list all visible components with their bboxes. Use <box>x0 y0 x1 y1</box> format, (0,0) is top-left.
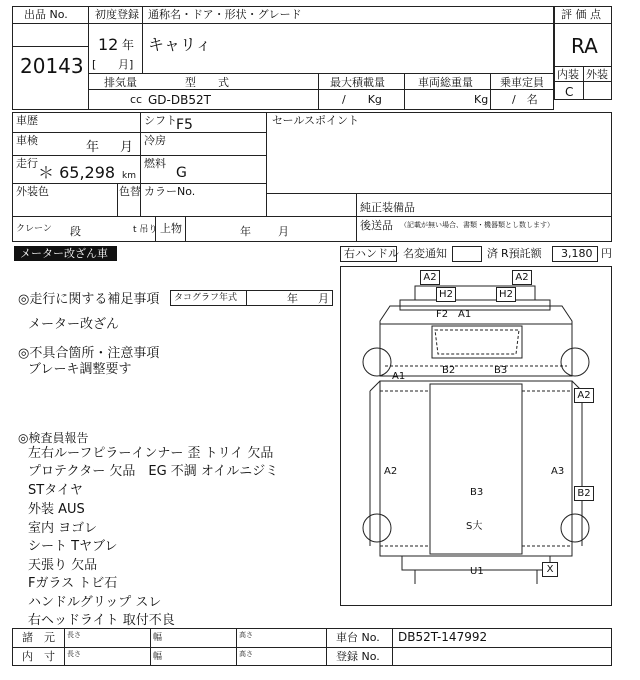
length-label: 長さ <box>67 650 81 658</box>
inspection-year: 年 <box>86 140 100 155</box>
mileage-label: 走行 <box>16 157 38 170</box>
damage-mark: A2 <box>420 270 440 285</box>
tachograph-label: タコグラフ年式 <box>174 293 238 303</box>
damage-mark: A3 <box>551 466 565 477</box>
overall-score: RA <box>571 34 598 58</box>
width-label: 幅 <box>153 652 163 662</box>
damage-mark: A1 <box>392 371 406 382</box>
width-label: 幅 <box>153 633 163 643</box>
height-label: 高さ <box>239 631 253 639</box>
gross-weight-label: 車両総重量 <box>418 76 473 89</box>
damage-mark: A1 <box>458 309 472 320</box>
displacement-unit: cc <box>130 93 143 106</box>
inspector-line: 左右ルーフピラーインナー 歪 トリイ 欠品 <box>28 446 274 461</box>
max-load-unit: / Kg <box>342 93 382 106</box>
damage-mark: B2 <box>574 486 594 501</box>
driving-note: メーター改ざん <box>28 317 120 332</box>
truck-diagram <box>340 266 612 606</box>
damage-mark: A2 <box>384 466 398 477</box>
fuel-label: 燃料 <box>144 157 166 170</box>
registration-month-open: [ <box>92 58 97 71</box>
registration-label: 初度登録 <box>95 8 139 21</box>
driving-title: ◎走行に関する補足事項 <box>18 292 160 307</box>
score-label: 評 価 点 <box>561 8 601 21</box>
crane-ton: t 吊り <box>133 225 158 235</box>
inspector-line: 外装 AUS <box>28 502 85 517</box>
sales-point-label: セールスポイント <box>272 114 360 127</box>
retrofit-note: （記載が無い場合、書類・機器類とし数します） <box>400 221 554 229</box>
history-label: 車歴 <box>16 114 38 127</box>
lot-label: 出品 No. <box>24 8 68 21</box>
tachograph-year: 年 <box>287 292 298 305</box>
lot-number: 20143 <box>20 54 84 78</box>
inspector-line: STタイヤ <box>28 483 83 498</box>
registration-year: 12 <box>98 35 119 54</box>
recycle-fee-label: R預託额 <box>501 247 542 260</box>
meter-tamper-text: メーター改ざん車 <box>20 247 108 260</box>
inspection-label: 車検 <box>16 134 38 147</box>
inspector-line: Fガラス トビ石 <box>28 576 118 591</box>
gross-weight-unit: Kg <box>474 93 489 106</box>
defect-title: ◎不具合箇所・注意事項 <box>18 346 160 361</box>
crane-label: クレーン <box>16 224 52 234</box>
recycle-fee-unit: 円 <box>601 247 612 260</box>
inspector-title: ◎検査員報告 <box>18 431 89 445</box>
damage-mark: B2 <box>442 365 456 376</box>
defect-note: ブレーキ調整要す <box>28 362 132 377</box>
exterior-label: 外装 <box>586 68 608 81</box>
shift-label: シフト <box>144 114 177 127</box>
damage-mark: B3 <box>470 487 484 498</box>
damage-mark: X <box>542 562 558 577</box>
interior-dims-label: 内 寸 <box>22 650 55 663</box>
model-header: 通称名・ドア・形状・グレード <box>148 8 302 21</box>
inspector-line: 室内 ヨゴレ <box>28 521 98 536</box>
damage-mark: S大 <box>466 521 483 532</box>
interior-grade: C <box>565 85 574 99</box>
height-label: 高さ <box>239 650 253 658</box>
inspector-line: 右ヘッドライト 取付不良 <box>28 613 175 628</box>
type-label: 型 式 <box>185 76 229 89</box>
fuel-value: G <box>176 165 187 181</box>
length-label: 長さ <box>67 631 81 639</box>
recycle-paid: 済 <box>487 247 498 260</box>
mileage-value: ＊ 65,298 <box>38 163 116 182</box>
inspector-line: 天張り 欠品 <box>28 558 98 573</box>
capacity-unit: / 名 <box>512 93 538 106</box>
upper-year: 年 <box>240 225 251 238</box>
crane-stage: 段 <box>70 225 81 238</box>
steering: 右ハンドル <box>344 247 399 260</box>
type-value: GD-DB52T <box>148 93 211 107</box>
equipment-label: 純正装備品 <box>360 201 415 214</box>
damage-mark: A2 <box>512 270 532 285</box>
damage-mark: A2 <box>574 388 594 403</box>
registration-month: 月] <box>118 58 134 71</box>
ac-label: 冷房 <box>144 134 166 147</box>
interior-label: 内装 <box>557 68 579 81</box>
max-load-label: 最大積載量 <box>330 76 385 89</box>
mileage-unit: km <box>122 171 136 181</box>
name-change-label: 名変通知 <box>403 247 447 260</box>
meter-tamper-banner <box>14 246 117 261</box>
upper-label: 上物 <box>160 222 182 235</box>
chassis-label: 車台 No. <box>336 631 380 644</box>
color-label: 外装色 <box>16 185 49 198</box>
damage-mark: H2 <box>436 287 456 302</box>
damage-mark: B3 <box>494 365 508 376</box>
color-change-label: 色替 <box>119 185 141 198</box>
registration-year-unit: 年 <box>122 38 135 52</box>
upper-month: 月 <box>278 225 289 238</box>
displacement-label: 排気量 <box>104 76 137 89</box>
inspection-month: 月 <box>120 140 134 155</box>
inspector-line: シート Tヤブレ <box>28 539 118 554</box>
chassis-number: DB52T-147992 <box>398 630 488 644</box>
recycle-fee-value: 3,180 <box>561 247 593 260</box>
capacity-label: 乗車定員 <box>500 76 544 89</box>
inspector-line: プロテクター 欠品 EG 不調 オイルニジミ <box>28 464 279 479</box>
retrofit-label: 後送品 <box>360 219 393 232</box>
shift-value: F5 <box>176 117 193 133</box>
tachograph-month: 月 <box>318 292 329 305</box>
damage-mark: F2 <box>436 309 449 320</box>
dims-label: 諸 元 <box>22 631 55 644</box>
color-code-label: カラーNo. <box>144 185 196 198</box>
model-name: キャリィ <box>148 35 212 54</box>
damage-mark: H2 <box>496 287 516 302</box>
inspector-line: ハンドルグリップ スレ <box>28 595 162 610</box>
name-change-box <box>452 246 482 262</box>
damage-mark: U1 <box>470 566 484 577</box>
registration-no-label: 登録 No. <box>336 650 380 663</box>
